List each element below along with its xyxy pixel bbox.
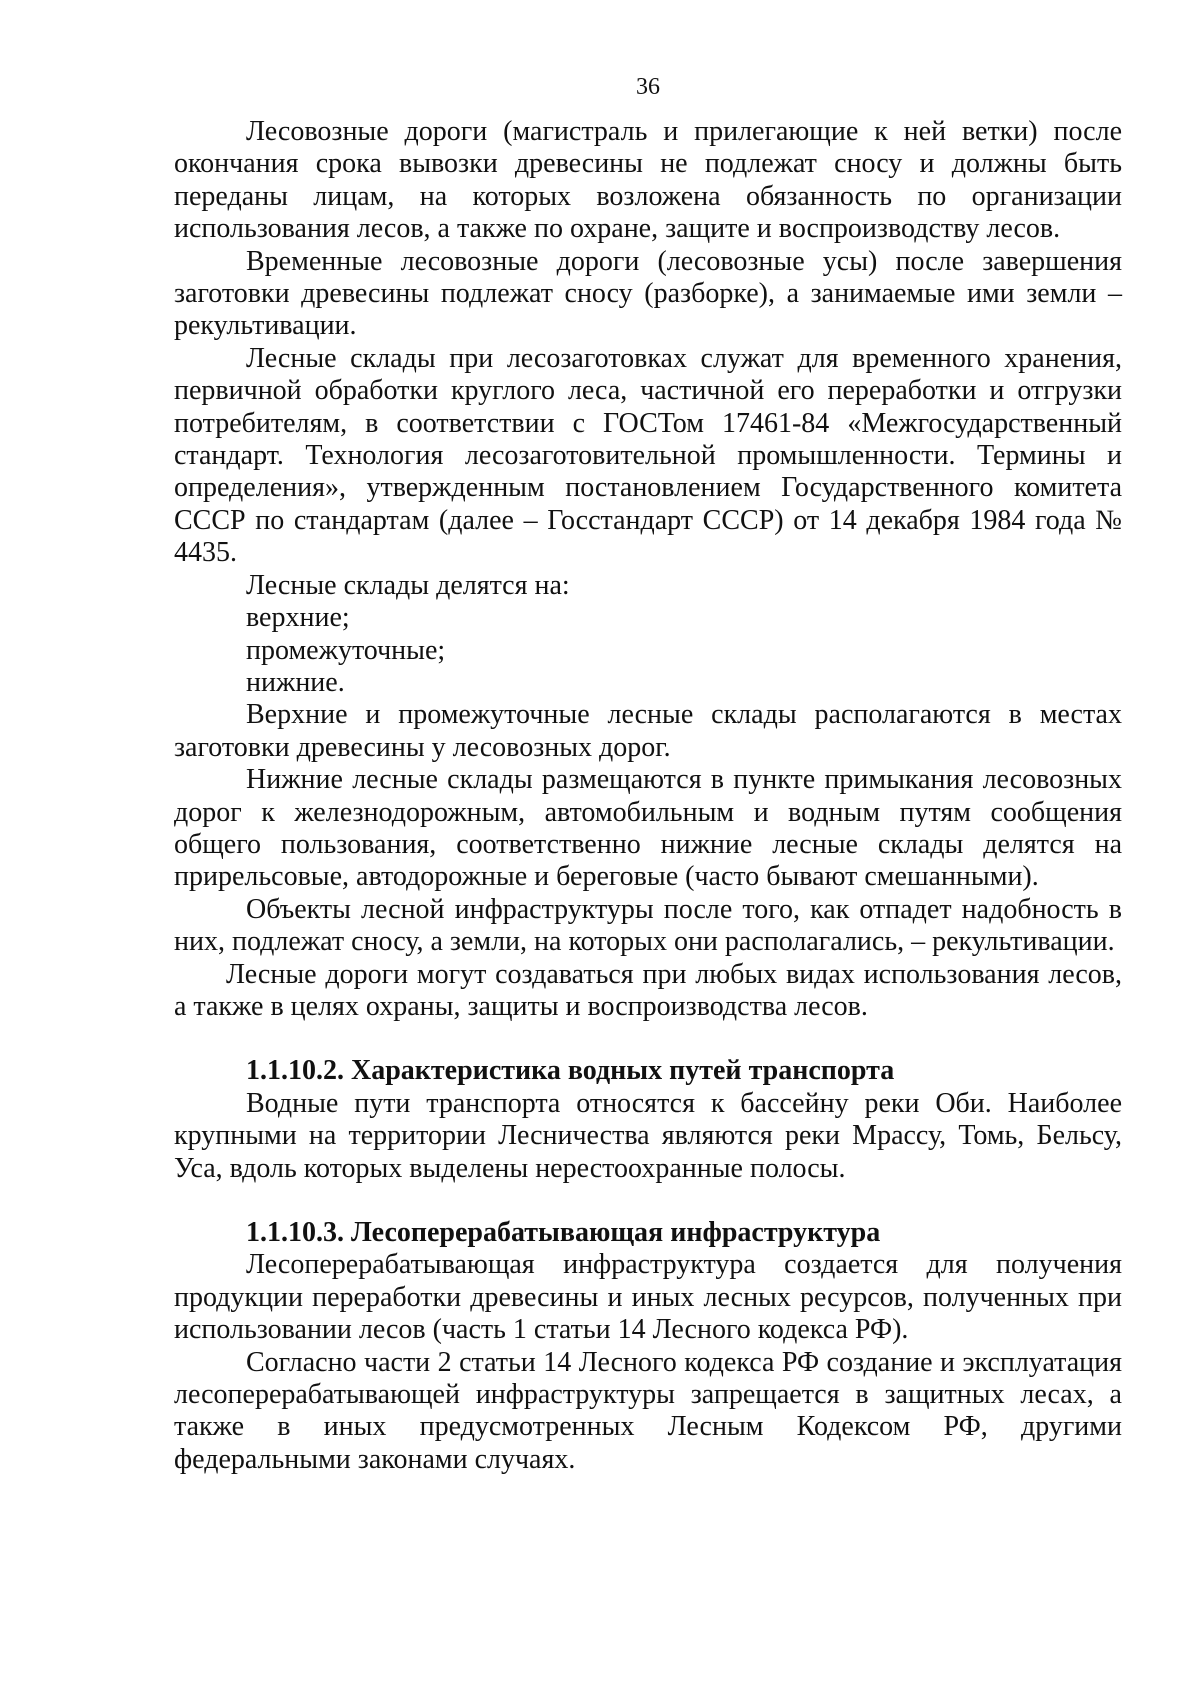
section-spacer <box>174 1023 1122 1055</box>
paragraph-processing-infrastructure: Лесоперерабатывающая инфраструктура создается для получения продукции переработки древесины и иных лесных ресурсов, полученных при использовании лесов (часть 1 статьи 14 Лесного кодекса РФ). <box>174 1249 1122 1346</box>
paragraph-logging-roads: Лесовозные дороги (магистраль и прилегающие к ней ветки) после окончания срока вывозки древесины не подлежат сносу и должны быть переданы лицам, на которых возложена обязанность по организации использования лесов, а также по охране, защите и воспроизводству лесов. <box>174 116 1122 245</box>
paragraph-processing-restrictions: Согласно части 2 статьи 14 Лесного кодекса РФ создание и эксплуатация лесоперерабатывающей инфраструктуры запрещается в защитных лесах, а также в иных предусмотренных Лесным Кодексом РФ, другими федеральными законами случаях. <box>174 1346 1122 1475</box>
paragraph-forest-roads: Лесные дороги могут создаваться при любых видах использования лесов, а также в целях охраны, защиты и воспроизводства лесов. <box>174 958 1122 1022</box>
list-item-lower: нижние. <box>246 666 345 698</box>
paragraph-lower-warehouses: Нижние лесные склады размещаются в пункте примыкания лесовозных дорог к железнодорожным, автомобильным и водным путям сообщения общего пользования, соответственно нижние лесные склады делятся на прирельсовые, автодорожные и береговые (часто бывают смешанными). <box>174 764 1122 893</box>
paragraph-upper-warehouses: Верхние и промежуточные лесные склады располагаются в местах заготовки древесины у лесовозных дорог. <box>174 699 1122 763</box>
document-body <box>174 116 1122 1476</box>
paragraph-infrastructure-demolition: Объекты лесной инфраструктуры после того, как отпадет надобность в них, подлежат сносу, а земли, на которых они располагались, – рекультивации. <box>174 893 1122 958</box>
paragraph-waterways: Водные пути транспорта относятся к бассейну реки Оби. Наиболее крупными на территории Лесничества являются реки Мрассу, Томь, Бельсу, Уса, вдоль которых выделены нерестоохранные полосы. <box>174 1087 1122 1184</box>
paragraph-forest-warehouses: Лесные склады при лесозаготовках служат для временного хранения, первичной обработки круглого леса, частичной его переработки и отгрузки потребителям, в соответствии с ГОСТом 17461-84 «Межгосударственный стандарт. Технология лесозаготовительной промышленности. Термины и определения», утвержденным постановлением Государственного комитета СССР по стандартам (далее – Госстандарт СССР) от 14 декабря 1984 года № 4435. <box>174 342 1122 569</box>
section-heading-waterways: 1.1.10.2. Характеристика водных путей транспорта <box>246 1055 895 1087</box>
paragraph-temporary-roads: Временные лесовозные дороги (лесовозные усы) после завершения заготовки древесины подлежат сносу (разборке), а занимаемые ими земли – рекультивации. <box>174 245 1122 342</box>
list-item-intermediate: промежуточные; <box>246 634 446 666</box>
list-item-upper: верхние; <box>246 602 350 634</box>
section-spacer <box>174 1185 1122 1217</box>
list-intro: Лесные склады делятся на: <box>246 569 570 601</box>
section-heading-processing-infrastructure: 1.1.10.3. Лесоперерабатывающая инфраструктура <box>246 1217 881 1248</box>
page-number: 36 <box>636 74 660 100</box>
